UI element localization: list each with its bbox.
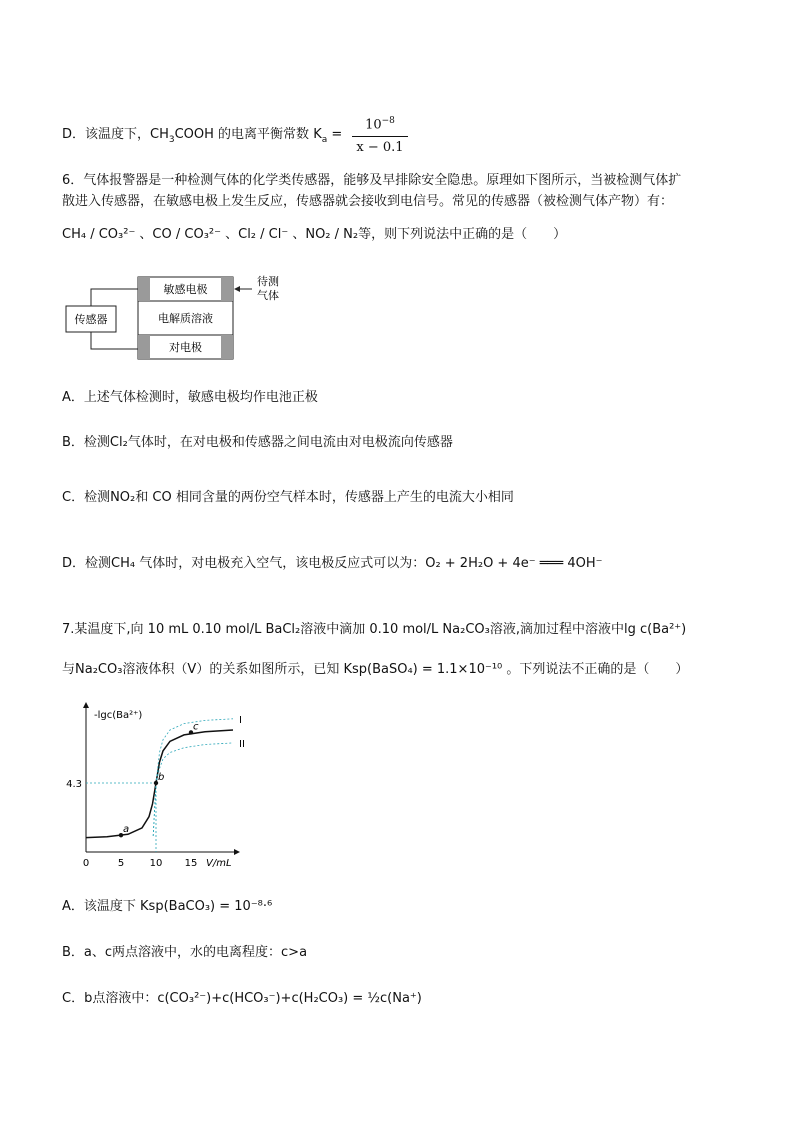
option-d-q5: D．该温度下，$CH_3COOH$ 的电离平衡常数 $K_a$ = $\frac{10^{-8}}{x - 0.1}$ [62, 112, 408, 157]
curve-label-I: I [239, 714, 242, 726]
curve-label-II: II [239, 738, 245, 750]
main-curve [86, 730, 233, 838]
ka-fraction [352, 112, 407, 157]
curve-I [153, 719, 233, 836]
question-7-option-b: B．a、c两点溶液中，水的电离程度：c>a [62, 945, 308, 960]
titration-chart [60, 700, 260, 872]
x-axis-label: V/mL [206, 858, 232, 869]
sensitive-electrode-label: 敏感电极 [163, 283, 208, 296]
x-axis-arrow [234, 849, 240, 855]
x-tick-label: 0 [82, 858, 90, 869]
point-label-b: b [158, 772, 165, 783]
x-tick-label: 5 [117, 858, 125, 869]
counter-electrode-label: 对电极 [169, 341, 202, 354]
fraction-denominator: x − 0.1 [356, 140, 404, 156]
question-7-line-2: 与Na₂CO₃溶液体积（V）的关系如图所示，已知 Ksp(BaSO₄) = 1.1×10⁻¹⁰ 。下列说法不正确的是（ ） [62, 662, 689, 677]
question-6-line-3: CH₄ / CO₃²⁻ 、CO / CO₃²⁻ 、Cl₂ / Cl⁻ 、NO₂ / N₂等，则下列说法中正确的是（ ） [62, 227, 567, 242]
question-6-option-d: D．检测CH₄ 气体时，对电极充入空气，该电极反应式可以为：O₂ + 2H₂O + 4e⁻ ═══ 4OH⁻ [62, 556, 603, 571]
question-7-option-a: A．该温度下 Ksp(BaCO₃) = 10⁻⁸·⁶ [62, 899, 273, 914]
question-6-line-1: 6．气体报警器是一种检测气体的化学类传感器，能够及早排除安全隐患。原理如下图所示，当被检测气体扩 [62, 173, 682, 188]
question-7-line-1: 7.某温度下,向 10 mL 0.10 mol/L BaCl₂溶液中滴加 0.10 mol/L Na₂CO₃溶液,滴加过程中溶液中lg c(Ba²⁺) [62, 622, 687, 637]
electrolyte-label: 电解质溶液 [158, 312, 213, 325]
option-d-q5-suffix: COOH 的电离平衡常数 K [174, 127, 322, 143]
question-7-option-c: C．b点溶液中：c(CO₃²⁻)+c(HCO₃⁻)+c(H₂CO₃) = ½c(Na⁺) [62, 991, 422, 1006]
y-tick-label: 4.3 [66, 779, 82, 790]
point-label-a: a [123, 824, 130, 836]
y-axis-label: -lgc(Ba²⁺) [94, 710, 143, 721]
question-6-option-c: C．检测NO₂和 CO 相同含量的两份空气样本时，传感器上产生的电流大小相同 [62, 490, 514, 505]
question-6-option-a: A．上述气体检测时，敏感电极均作电池正极 [62, 390, 318, 405]
gas-sensor-diagram [60, 272, 300, 364]
sensor-label: 传感器 [74, 313, 108, 326]
y-axis-arrow [83, 702, 89, 708]
gas-label-line-2: 气体 [257, 289, 279, 302]
option-d-q5-prefix: D．该温度下，CH [62, 127, 169, 143]
curve-II [153, 743, 233, 836]
equals-sign: = [327, 127, 347, 143]
x-tick-label: 10 [149, 858, 163, 869]
point-label-c: c [193, 721, 199, 733]
ka-subscript: a [321, 134, 328, 145]
gas-label-line-1: 待测 [257, 275, 279, 288]
x-tick-label: 15 [184, 858, 198, 869]
fraction-numerator: 10 [365, 117, 382, 133]
question-6-option-b: B．检测Cl₂气体时，在对电极和传感器之间电流由对电极流向传感器 [62, 435, 453, 450]
question-6-line-2: 散进入传感器，在敏感电极上发生反应，传感器就会接收到电信号。常见的传感器（被检测气体产物）有： [62, 194, 674, 209]
numerator-exponent: −8 [381, 116, 395, 126]
